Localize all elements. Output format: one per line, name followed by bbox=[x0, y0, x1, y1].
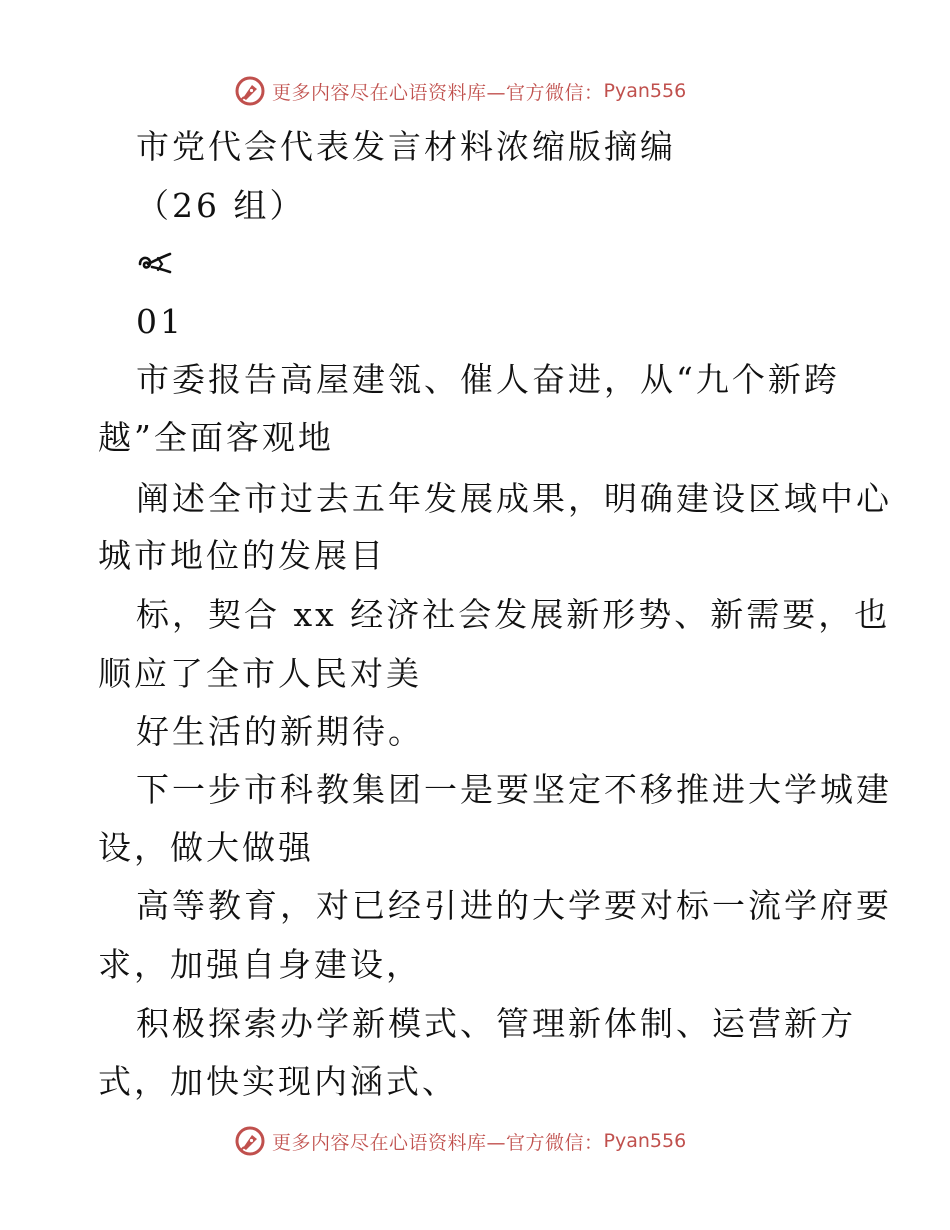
body-line: 好生活的新期待。 bbox=[136, 712, 424, 751]
body-line: 市委报告高屋建瓴、催人奋进，从“九个新跨 bbox=[136, 360, 840, 399]
body-line: 求，加强自身建设， bbox=[98, 945, 422, 984]
body-line: 积极探索办学新模式、管理新体制、运营新方 bbox=[136, 1004, 856, 1043]
ornament-flourish-icon bbox=[136, 248, 176, 278]
watermark-text: 更多内容尽在心语资料库—官方微信： bbox=[272, 81, 604, 104]
body-line: 城市地位的发展目 bbox=[98, 536, 386, 575]
body-line: 阐述全市过去五年发展成果，明确建设区域中心 bbox=[136, 479, 892, 518]
watermark-handle: Pyan556 bbox=[603, 1130, 687, 1152]
document-subtitle: （26 组） bbox=[136, 186, 306, 225]
footer-watermark bbox=[0, 1120, 950, 1160]
header-watermark bbox=[0, 70, 950, 110]
body-line: 式，加快实现内涵式、 bbox=[98, 1062, 458, 1101]
body-line: 设，做大做强 bbox=[98, 828, 314, 867]
watermark-text: 更多内容尽在心语资料库—官方微信： bbox=[272, 1131, 604, 1154]
document-title: 市党代会代表发言材料浓缩版摘编 bbox=[136, 127, 676, 166]
pen-nib-logo-icon bbox=[234, 75, 266, 107]
body-line: 越”全面客观地 bbox=[98, 418, 334, 457]
watermark-handle: Pyan556 bbox=[603, 80, 687, 102]
body-line: 高等教育，对已经引进的大学要对标一流学府要 bbox=[136, 886, 892, 925]
body-line: 顺应了全市人民对美 bbox=[98, 654, 422, 693]
pen-nib-logo-icon bbox=[234, 1125, 266, 1157]
section-number: 01 bbox=[136, 302, 184, 341]
body-line: 下一步市科教集团一是要坚定不移推进大学城建 bbox=[136, 770, 892, 809]
body-line: 标，契合 xx 经济社会发展新形势、新需要，也 bbox=[136, 595, 891, 634]
